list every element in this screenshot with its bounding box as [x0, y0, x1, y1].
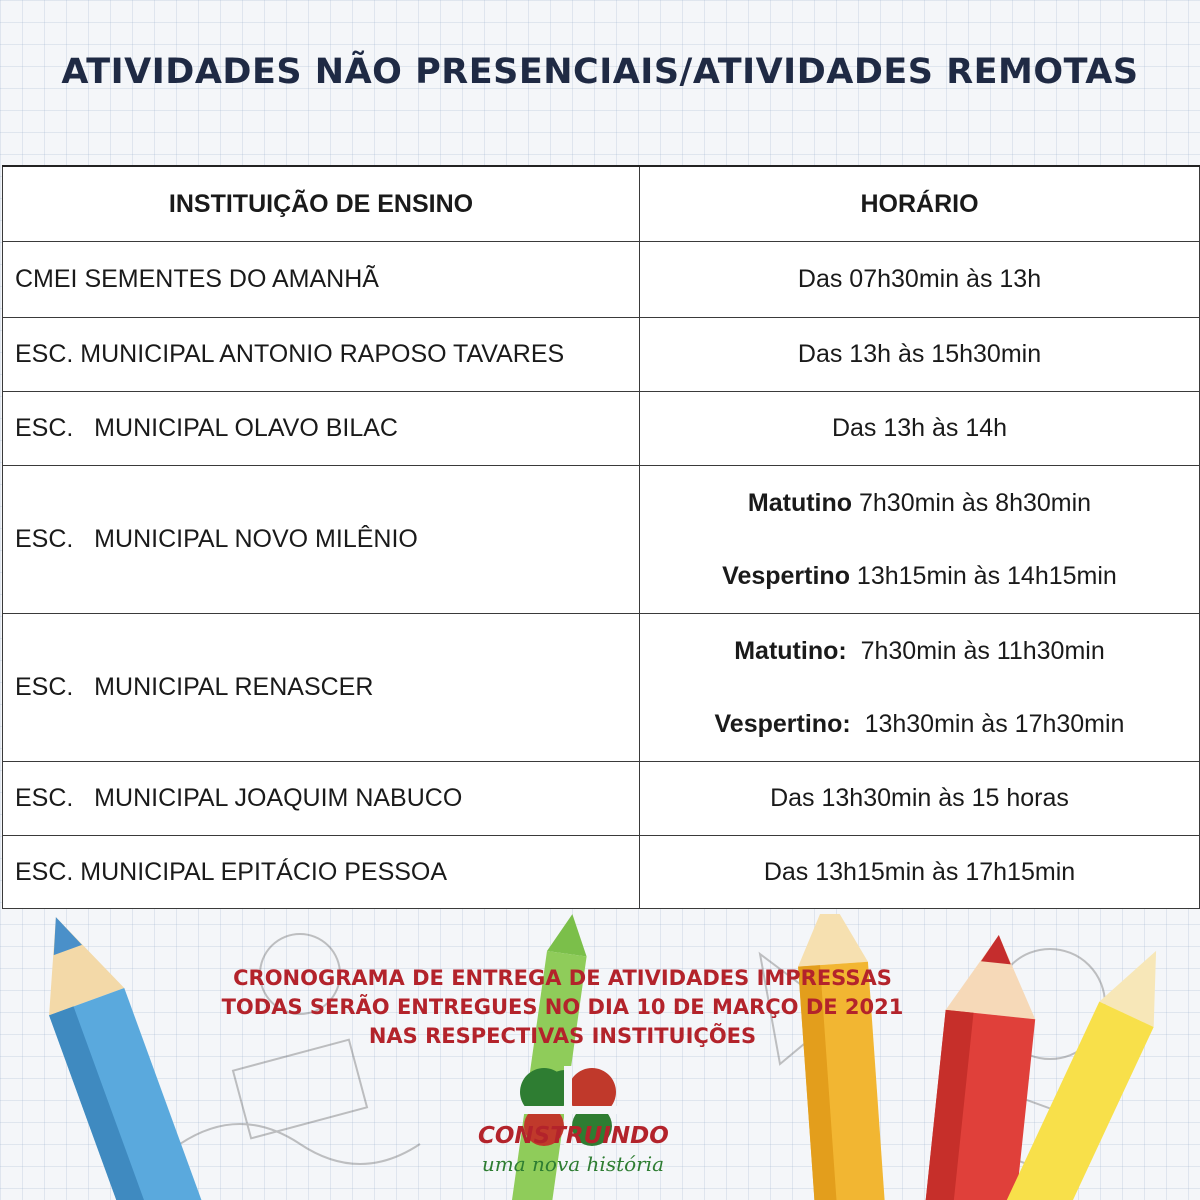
schedule-cell — [640, 614, 1200, 762]
shift-time: 13h30min às 17h30min — [850, 709, 1125, 738]
notice-line-2: TODAS SERÃO ENTREGUES NO DIA 10 DE MARÇO DE 2021 — [221, 995, 904, 1019]
blue-pencil — [18, 914, 213, 1200]
table-row — [3, 614, 1200, 762]
institution-cell: ESC. MUNICIPAL JOAQUIM NABUCO — [3, 762, 640, 836]
shift-time: 13h15min às 14h15min — [849, 561, 1117, 590]
notice-line-1: CRONOGRAMA DE ENTREGA DE ATIVIDADES IMPRESSAS — [233, 966, 892, 990]
logo-text: CONSTRUINDO — [478, 1123, 669, 1149]
logo-tagline: uma nova história — [481, 1152, 665, 1176]
table-header-row — [3, 166, 1200, 242]
shift-time: 7h30min às 11h30min — [846, 636, 1105, 665]
shift-afternoon — [652, 688, 1187, 761]
delivery-notice — [0, 964, 1125, 1051]
schedule-cell — [640, 466, 1200, 614]
shift-afternoon — [652, 540, 1187, 613]
page-title: ATIVIDADES NÃO PRESENCIAIS/ATIVIDADES REMOTAS — [61, 52, 1139, 92]
institution-cell: ESC. MUNICIPAL RENASCER — [3, 614, 640, 762]
schedule-cell: Das 07h30min às 13h — [640, 242, 1200, 318]
institution-cell: CMEI SEMENTES DO AMANHÃ — [3, 242, 640, 318]
table-row — [3, 466, 1200, 614]
schedule-cell: Das 13h30min às 15 horas — [640, 762, 1200, 836]
shift-morning — [652, 467, 1187, 540]
notice-line-3: NAS RESPECTIVAS INSTITUIÇÕES — [368, 1024, 757, 1048]
shift-label: Matutino — [747, 488, 853, 517]
institution-cell: ESC. MUNICIPAL OLAVO BILAC — [3, 392, 640, 466]
shift-morning — [652, 615, 1187, 688]
schedule-cell: Das 13h às 14h — [640, 392, 1200, 466]
shift-label: Matutino: — [734, 636, 847, 665]
institution-cell: ESC. MUNICIPAL EPITÁCIO PESSOA — [3, 836, 640, 909]
institution-cell: ESC. MUNICIPAL NOVO MILÊNIO — [3, 466, 640, 614]
institution-cell: ESC. MUNICIPAL ANTONIO RAPOSO TAVARES — [3, 318, 640, 392]
table-row — [3, 318, 1200, 392]
shift-time: 7h30min às 8h30min — [852, 488, 1092, 517]
table-row — [3, 392, 1200, 466]
schedule-cell: Das 13h às 15h30min — [640, 318, 1200, 392]
yellow-pencil — [793, 914, 886, 1200]
header-institution: INSTITUIÇÃO DE ENSINO — [3, 166, 640, 242]
table-row — [3, 762, 1200, 836]
shift-label: Vespertino: — [714, 709, 851, 738]
shift-label: Vespertino — [722, 561, 850, 590]
header-schedule: HORÁRIO — [640, 166, 1200, 242]
schedule-cell: Das 13h15min às 17h15min — [640, 836, 1200, 909]
schedule-table — [2, 165, 1200, 909]
table-row — [3, 242, 1200, 318]
table-row — [3, 836, 1200, 909]
